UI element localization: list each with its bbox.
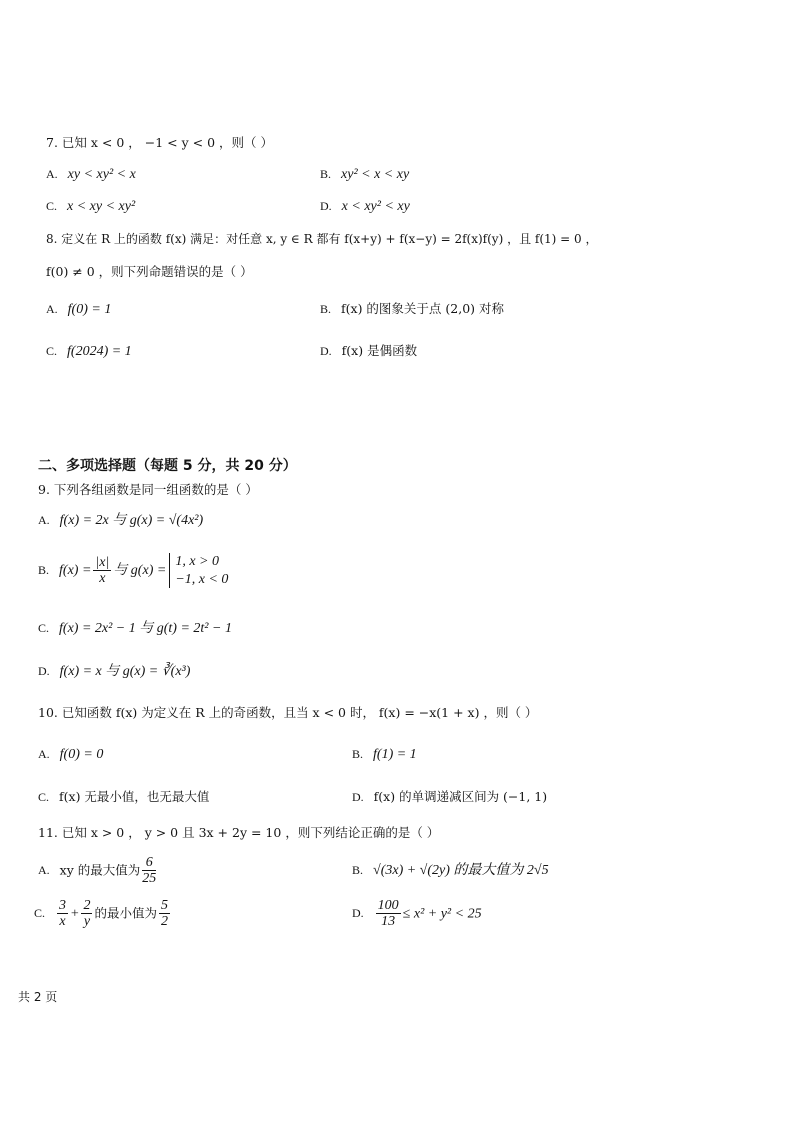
q11-option-d [352, 898, 482, 930]
q8-option-d [320, 343, 417, 358]
option-text: f(0) = 0 [59, 747, 104, 762]
fraction-denominator: 2 [160, 914, 168, 930]
option-letter: D. [320, 199, 332, 213]
q9-option-b [38, 553, 228, 588]
fraction-numerator: 100 [377, 898, 399, 913]
option-post: ≤ x² + y² < 25 [402, 906, 482, 922]
option-text: f(x) 无最小值，也无最大值 [59, 789, 210, 804]
q7-stem: 7. 已知 x < 0 ， −1 < y < 0 ，则（ ） [46, 135, 273, 150]
q9-option-d [38, 663, 190, 681]
plus-sign: + [70, 906, 80, 922]
fraction-numerator: |x| [95, 554, 110, 570]
option-text: f(x) 的单调递减区间为 (−1, 1) [373, 789, 548, 804]
option-letter: A. [38, 747, 50, 761]
fraction [376, 898, 401, 930]
fraction [142, 855, 156, 887]
option-text: f(x) = x 与 g(x) = ∛(x³) [59, 664, 191, 679]
option-text: x < xy² < xy [341, 199, 410, 214]
option-letter: C. [38, 621, 50, 635]
q11-stem: 11. 已知 x > 0 ， y > 0 且 3x + 2y = 10 ，则下列结论正确的是（ ） [38, 825, 440, 840]
fraction [159, 898, 170, 930]
q9-stem: 9. 下列各组函数是同一组函数的是（ ） [38, 482, 258, 497]
option-letter: B. [38, 563, 50, 577]
fraction-denominator: y [83, 914, 91, 930]
fraction [93, 555, 111, 587]
q10-option-c [38, 789, 209, 804]
option-text: f(x) 的图象关于点 (2,0) 对称 [341, 301, 504, 316]
q11-option-c [34, 898, 172, 930]
option-text: f(x) = 2x 与 g(x) = √(4x²) [59, 513, 204, 528]
q9-option-a [38, 512, 203, 530]
q7-option-a [46, 166, 136, 184]
fraction-numerator: 2 [83, 898, 91, 913]
fraction-numerator: 5 [160, 898, 168, 913]
option-text: f(1) = 1 [373, 747, 417, 762]
option-letter: D. [352, 906, 364, 921]
option-letter: C. [46, 199, 58, 213]
option-mid: 与 g(x) = [113, 563, 167, 578]
option-text: f(x) 是偶函数 [341, 343, 418, 358]
fraction-denominator: x [99, 571, 106, 586]
option-text: f(x) = 2x² − 1 与 g(t) = 2t² − 1 [59, 621, 232, 636]
option-letter: B. [320, 167, 332, 181]
fraction-denominator: 13 [381, 914, 396, 930]
q11-option-a [38, 855, 158, 887]
option-letter: B. [320, 302, 332, 316]
fraction-denominator: x [59, 914, 66, 930]
option-letter: A. [46, 167, 58, 181]
q8-option-a [46, 301, 111, 319]
case-2: −1, x < 0 [175, 571, 229, 587]
option-letter: D. [320, 344, 332, 358]
page-footer: 共 2 页 [18, 990, 58, 1004]
q7-option-c [46, 198, 135, 216]
q7-option-d [320, 198, 410, 216]
fraction [81, 898, 92, 930]
q10-stem: 10. 已知函数 f(x) 为定义在 R 上的奇函数，且当 x < 0 时， f(x) = −x(1 + x) ，则（ ） [38, 705, 538, 720]
q7-option-b [320, 166, 409, 184]
option-mid: 的最小值为 [94, 905, 157, 921]
q10-option-d [352, 789, 547, 804]
q10-option-b [352, 746, 417, 764]
option-letter: C. [38, 790, 50, 804]
q9-option-c [38, 620, 232, 638]
option-letter: A. [38, 513, 50, 527]
option-text: xy² < x < xy [341, 167, 410, 182]
piecewise-cases [169, 553, 228, 588]
case-1: 1, x > 0 [175, 554, 219, 569]
q11-option-b [352, 862, 549, 880]
fraction [57, 898, 68, 930]
q10-option-a [38, 746, 103, 764]
option-fx: f(x) = [59, 563, 92, 578]
option-letter: C. [46, 344, 58, 358]
option-letter: A. [46, 302, 58, 316]
q8-stem-line2: f(0) ≠ 0 ，则下列命题错误的是（ ） [46, 264, 253, 279]
q8-option-c [46, 343, 132, 361]
fraction-numerator: 3 [59, 898, 67, 913]
option-letter: B. [352, 747, 364, 761]
option-letter: C. [34, 906, 46, 921]
option-letter: A. [38, 863, 50, 878]
fraction-denominator: 25 [142, 871, 157, 887]
option-text: f(2024) = 1 [67, 344, 132, 359]
option-letter: D. [38, 664, 50, 678]
q8-option-b [320, 301, 504, 316]
option-text: √(3x) + √(2y) 的最大值为 2√5 [373, 863, 549, 878]
option-text: xy < xy² < x [67, 167, 136, 182]
fraction-numerator: 6 [142, 855, 156, 871]
option-pre: xy 的最大值为 [59, 862, 141, 878]
section-heading: 二、多项选择题（每题 5 分，共 20 分） [38, 458, 297, 474]
option-text: f(0) = 1 [67, 302, 112, 317]
option-letter: D. [352, 790, 364, 804]
option-letter: B. [352, 863, 364, 877]
q8-stem-line1: 8. 定义在 R 上的函数 f(x) 满足：对任意 x, y ∈ R 都有 f(x+y) + f(x−y) = 2f(x)f(y) ，且 f(1) = 0 ， [46, 232, 598, 246]
option-text: x < xy < xy² [67, 199, 136, 214]
